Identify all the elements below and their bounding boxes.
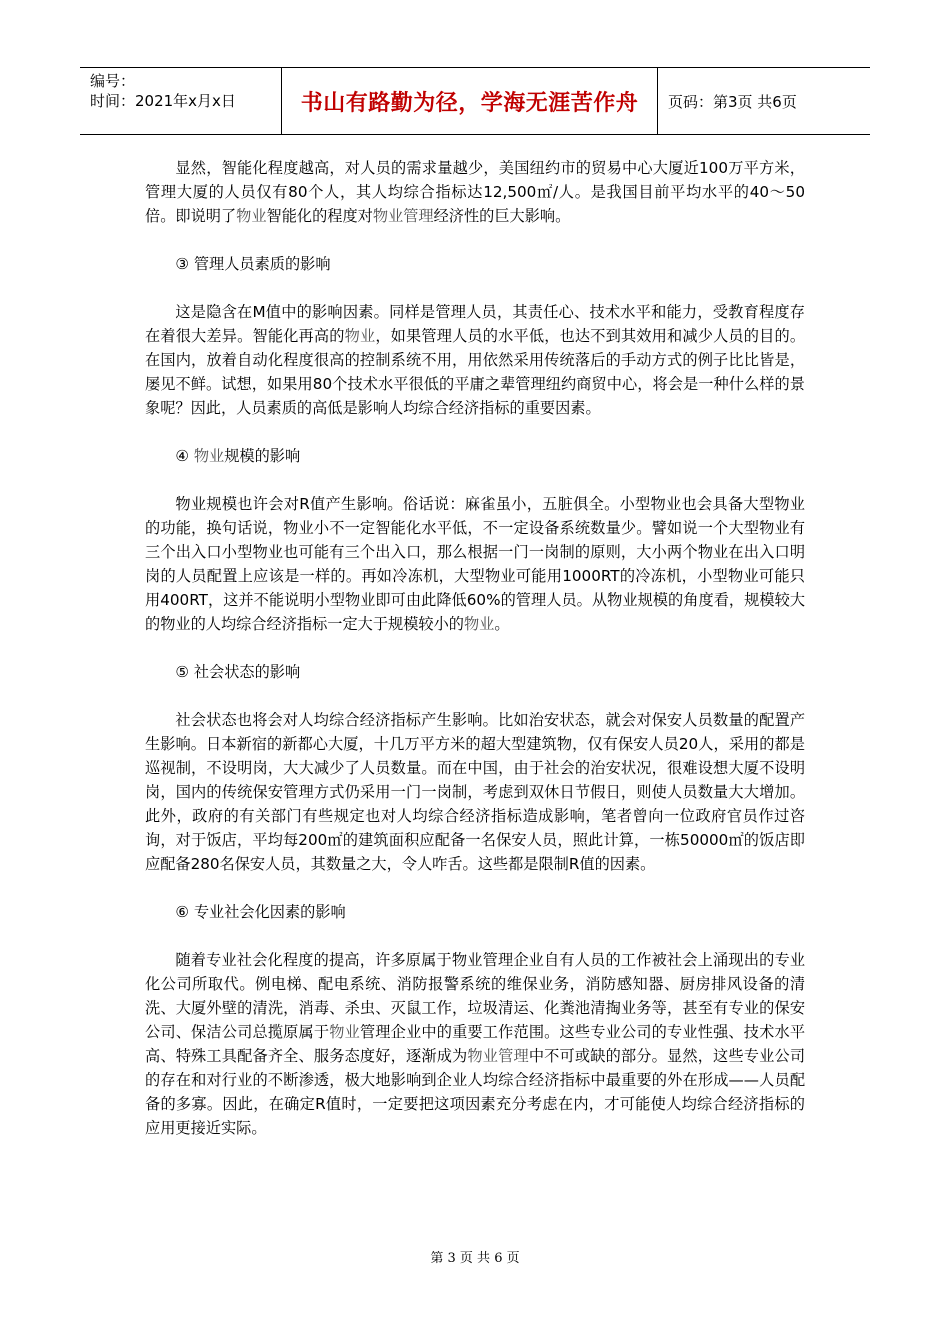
- page-footer: 第 3 页 共 6 页: [430, 1251, 520, 1266]
- section-heading-4: [145, 444, 805, 468]
- text-run: 规模的影响: [224, 447, 301, 465]
- paragraph-social-state: 社会状态也将会对人均综合经济指标产生影响。比如治安状态，就会对保安人员数量的配置产生影响。日本新宿的新都心大厦，十几万平方米的超大型建筑物，仅有保安人员20人，采用的都是巡视制，不设明岗，大大减少了人员数量。而在中国，由于社会的治安状况，很难设想大厦不设明岗，国内的传统保安管理方式仍采用一门一岗制，考虑到双休日节假日，则使人员数量大大增加。此外，政府的有关部门有些规定也对人均综合经济指标造成影响，笔者曾向一位政府官员作过咨询，对于饭店，平均每200㎡的建筑面积应配备一名保安人员，照此计算，一栋50000㎡的饭店即应配备280名保安人员，其数量之大，令人咋舌。这些都是限制R值的因素。: [145, 711, 805, 873]
- section-heading-3: ③ 管理人员素质的影响: [175, 255, 331, 273]
- section-heading-5: ⑤ 社会状态的影响: [175, 663, 301, 681]
- paragraph-staff-quality: [145, 300, 805, 420]
- link-text[interactable]: 物业: [193, 447, 225, 465]
- text-run: 中不可或缺的部分。显然，这些专业公司的存在和对行业的不断渗透，极大地影响到企业人均综合经济指标中最重要的外在形成——人员配备的多寡。因此，在确定R值时，一定要把这项因素充分考虑在内，才可能使人均综合经济指标的应用更接近实际。: [145, 1047, 806, 1137]
- text-run: 随着专业社会化程度的提高，许多原属于物业管理企业自有人员的工作被社会上涌现出的专业化公司所取代。例电梯、配电系统、消防报警系统的维保业务，消防感知器、厨房排风设备的清洗、大厦外壁的清洗，消毒、杀虫、灭鼠工作，垃圾清运、化粪池清掏业务等，甚至有专业的保安公司、保洁公司总揽原属于: [145, 951, 805, 1041]
- link-text[interactable]: 物业: [329, 1023, 360, 1041]
- text-run: 物业规模也许会对R值产生影响。俗话说：麻雀虽小，五脏俱全。小型物业也会具备大型物业的功能，换句话说，物业小不一定智能化水平低，不一定设备系统数量少。譬如说一个大型物业有三个出入口小型物业也可能有三个出入口，那么根据一门一岗制的原则，大小两个物业在出入口明岗的人员配置上应该是一样的。再如冷冻机，大型物业可能用1000RT的冷冻机，小型物业可能只用400RT，这并不能说明小型物业即可由此降低60%的管理人员。从物业规模的角度看，规模较大的物业的人均综合经济指标一定大于规模较小的: [145, 495, 805, 633]
- paragraph-intelligence: [145, 156, 805, 228]
- text-run: ，如果管理人员的水平低，也达不到其效用和减少人员的目的。在国内，放着自动化程度很高的控制系统不用，用依然采用传统落后的手动方式的例子比比皆是，屡见不鲜。试想，如果用80个技术水平很低的平庸之辈管理纽约商贸中心，将会是一种什么样的景象呢？因此，人员素质的高低是影响人均综合经济指标的重要因素。: [145, 327, 806, 417]
- text-run: 。: [494, 615, 510, 633]
- text-run: 显然，智能化程度越高，对人员的需求量越少，美国纽约市的贸易中心大厦近100万平方米，管理大厦的人员仅有80个人，其人均综合指标达12,500㎡/人。是我国目前平均水平的40～50倍。即说明了: [145, 159, 805, 225]
- header-left-cell: [80, 68, 282, 134]
- header-motto: 书山有路勤为径，学海无涯苦作舟: [282, 68, 658, 134]
- link-text[interactable]: 物业管理: [372, 207, 434, 225]
- text-run: ④: [175, 447, 194, 465]
- link-text[interactable]: 物业: [463, 615, 495, 633]
- document-time-label: 时间：2021年x月x日: [90, 92, 236, 110]
- document-body: [145, 156, 805, 1164]
- text-run: 管理企业中的重要工作范围。这些专业公司的专业性强、技术水平高、特殊工具配备齐全、服务态度好，逐渐成为: [145, 1023, 806, 1065]
- text-run: 这是隐含在M值中的影响因素。同样是管理人员，其责任心、技术水平和能力，受教育程度存在着很大差异。智能化再高的: [145, 303, 805, 345]
- link-text[interactable]: 物业: [236, 207, 267, 225]
- link-text[interactable]: 物业管理: [467, 1047, 529, 1065]
- section-heading-6: ⑥ 专业社会化因素的影响: [175, 903, 346, 921]
- page-header: [80, 67, 870, 135]
- paragraph-property-scale: [145, 492, 805, 636]
- header-page-info: 页码：第3页 共6页: [668, 92, 797, 111]
- link-text[interactable]: 物业: [344, 327, 376, 345]
- text-run: 经济性的巨大影响。: [433, 207, 571, 225]
- document-number-label: 编号：: [90, 72, 136, 90]
- paragraph-specialization: [145, 948, 805, 1140]
- text-run: 智能化的程度对: [266, 207, 373, 225]
